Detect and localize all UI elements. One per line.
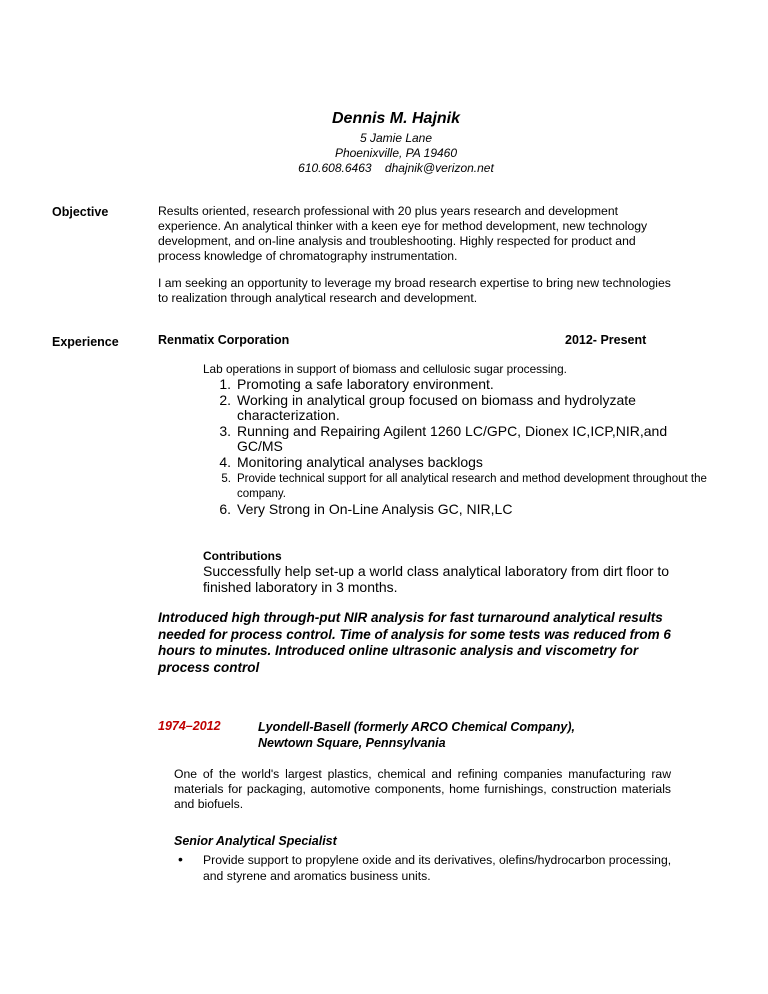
objective-paragraph-1: Results oriented, research professional with 20 plus years research and development experience. An analytical thinker with a keen eye for method development, new technology development, and on-line analysis and troubleshooting. Highly respected for product and process knowledge of chromatography instrumentation. (158, 204, 648, 263)
address-city: Phoenixville, PA 19460 (334, 146, 458, 160)
list-item: 2. Working in analytical group focused on biomass and hydrolyzate characterization. (219, 391, 636, 424)
job2-dates: 1974–2012 (158, 719, 221, 733)
email: dhajnik@verizon.net (384, 161, 494, 175)
list-item: 1. Promoting a safe laboratory environment. (219, 376, 494, 392)
job1-summary: Lab operations in support of biomass and cellulosic sugar processing. (203, 362, 567, 376)
experience-label: Experience (52, 335, 119, 349)
job2-company-line1: Lyondell-Basell (formerly ARCO Chemical Company), (258, 720, 575, 734)
job1-dates: 2012- Present (565, 333, 647, 347)
list-item: 5. Provide technical support for all analytical research and method development throughout the company. (221, 472, 707, 500)
objective-paragraph-2: I am seeking an opportunity to leverage my broad research expertise to bring new technologies to realization through analytical research and development. (158, 276, 671, 305)
job2-description: One of the world's largest plastics, chemical and refining companies manufacturing raw materials for packaging, automotive components, home furnishings, construction materials and biofuels. (174, 767, 671, 811)
phone: 610.608.6463 (298, 161, 372, 175)
list-item: 6. Very Strong in On-Line Analysis GC, NIR,LC (219, 500, 513, 517)
job2-bullet-text: Provide support to propylene oxide and its derivatives, olefins/hydrocarbon processing, and styrene and aromatics business units. (203, 853, 672, 883)
list-item: 4. Monitoring analytical analyses backlogs (219, 453, 483, 470)
job1-company: Renmatix Corporation (158, 333, 290, 347)
job2-company-line2: Newtown Square, Pennsylvania (258, 736, 446, 750)
bullet-icon: • (178, 851, 183, 867)
objective-label: Objective (52, 205, 109, 219)
job1-highlight: Introduced high through-put NIR analysis for fast turnaround analytical results needed for process control. Time of analysis for some tests was reduced from 6 hours to minutes. Introduced online ultrasonic analysis and viscometry for process control (158, 610, 671, 675)
list-item: 3. Running and Repairing Agilent 1260 LC/GPC, Dionex IC,ICP,NIR,and GC/MS (219, 422, 668, 455)
resume-name: Dennis M. Hajnik (331, 110, 461, 127)
contributions-title: Contributions (203, 549, 282, 563)
address-street: 5 Jamie Lane (359, 131, 433, 145)
job2-role: Senior Analytical Specialist (174, 834, 337, 848)
contributions-text: Successfully help set-up a world class analytical laboratory from dirt floor to finished laboratory in 3 months. (203, 563, 670, 595)
contact-line (0, 161, 768, 176)
job1-duties-list (203, 377, 707, 517)
job2-company (258, 719, 575, 751)
